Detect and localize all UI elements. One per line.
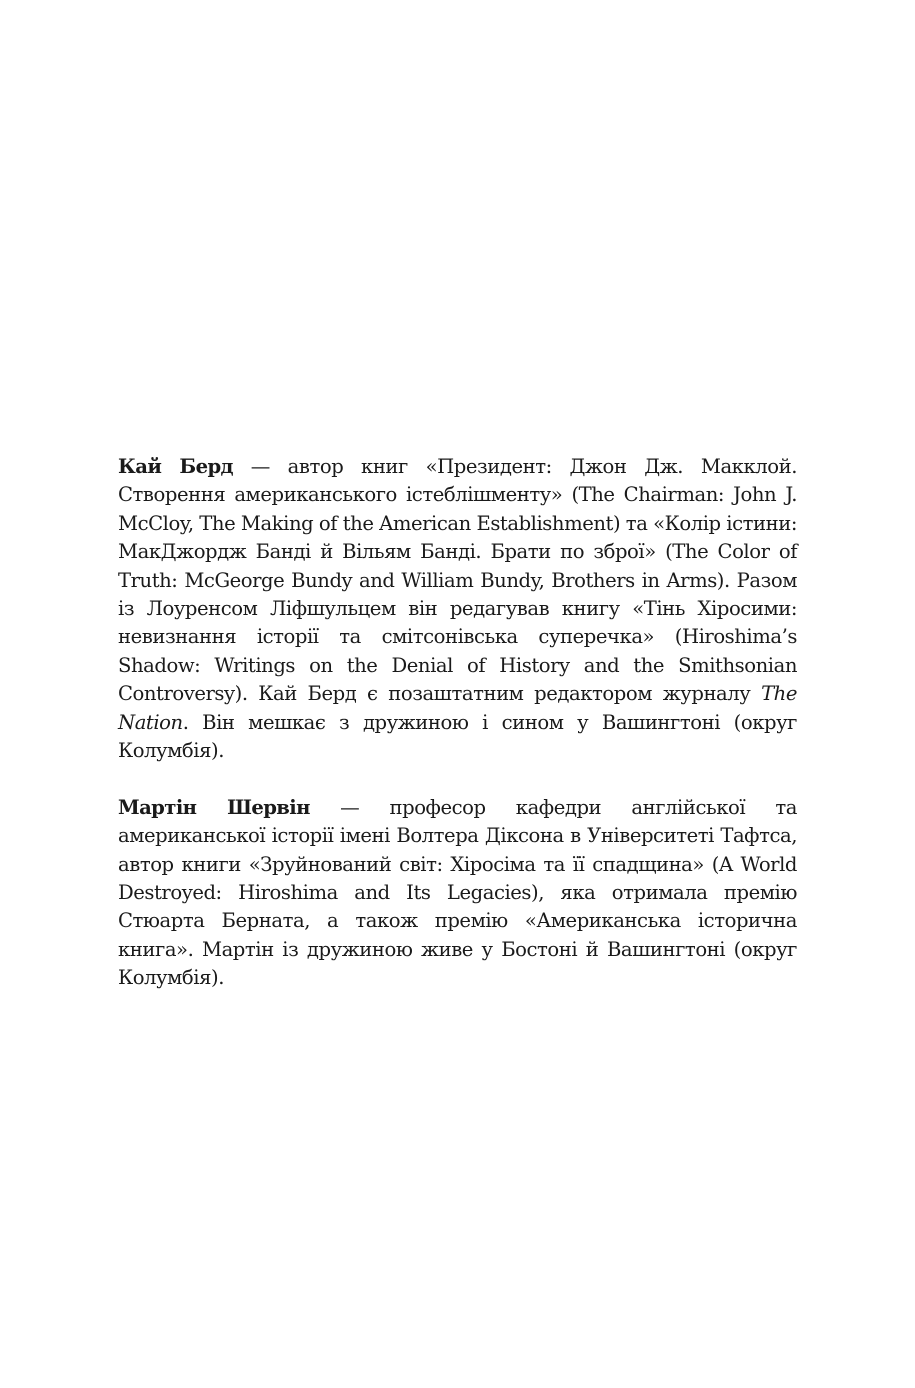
author-bio-kai-bird: [118, 453, 797, 765]
bio-text: — автор книг «Президент: Джон Дж. Макклой. Створення американського істеблішменту» (The Chairman: John J. McCloy, The Making of the American Establishment) та «Колір істини: МакДжордж Банді й Вільям Банді. Брати по зброї» (The Color of Truth: McGeorge Bundy and William Bundy, Brothers in Arms). Разом із Лоуренсом Ліфшульцем він редагував книгу «Тінь Хіросими: невизнання історії та смітсонівська суперечка» (Hiroshima’s Shadow: Writings on the Denial of History and the Smithsonian Controversy). Кай Берд є позаштатним редактором журналу: [118, 455, 797, 706]
bio-text: — професор кафедри англійської та американської історії імені Волтера Діксона в Університеті Тафтса, автор книги «Зруйнований світ: Хіросіма та її спадщина» (A World Destroyed: Hiroshima and Its Legacies), яка отримала премію Стюарта Берната, а також премію «Американська історична книга». Мартін із дружиною живе у Бостоні й Вашингтоні (округ Колумбія).: [118, 795, 798, 990]
journal-title: The Nation: [118, 682, 797, 734]
author-name: Кай Берд: [118, 455, 234, 478]
bio-text-end: . Він мешкає з дружиною і сином у Вашингтоні (округ Колумбія).: [118, 710, 797, 763]
author-bio-martin-sherwin: [118, 794, 797, 993]
author-bios: [118, 453, 797, 993]
author-name: Мартін Шервін: [118, 795, 310, 819]
